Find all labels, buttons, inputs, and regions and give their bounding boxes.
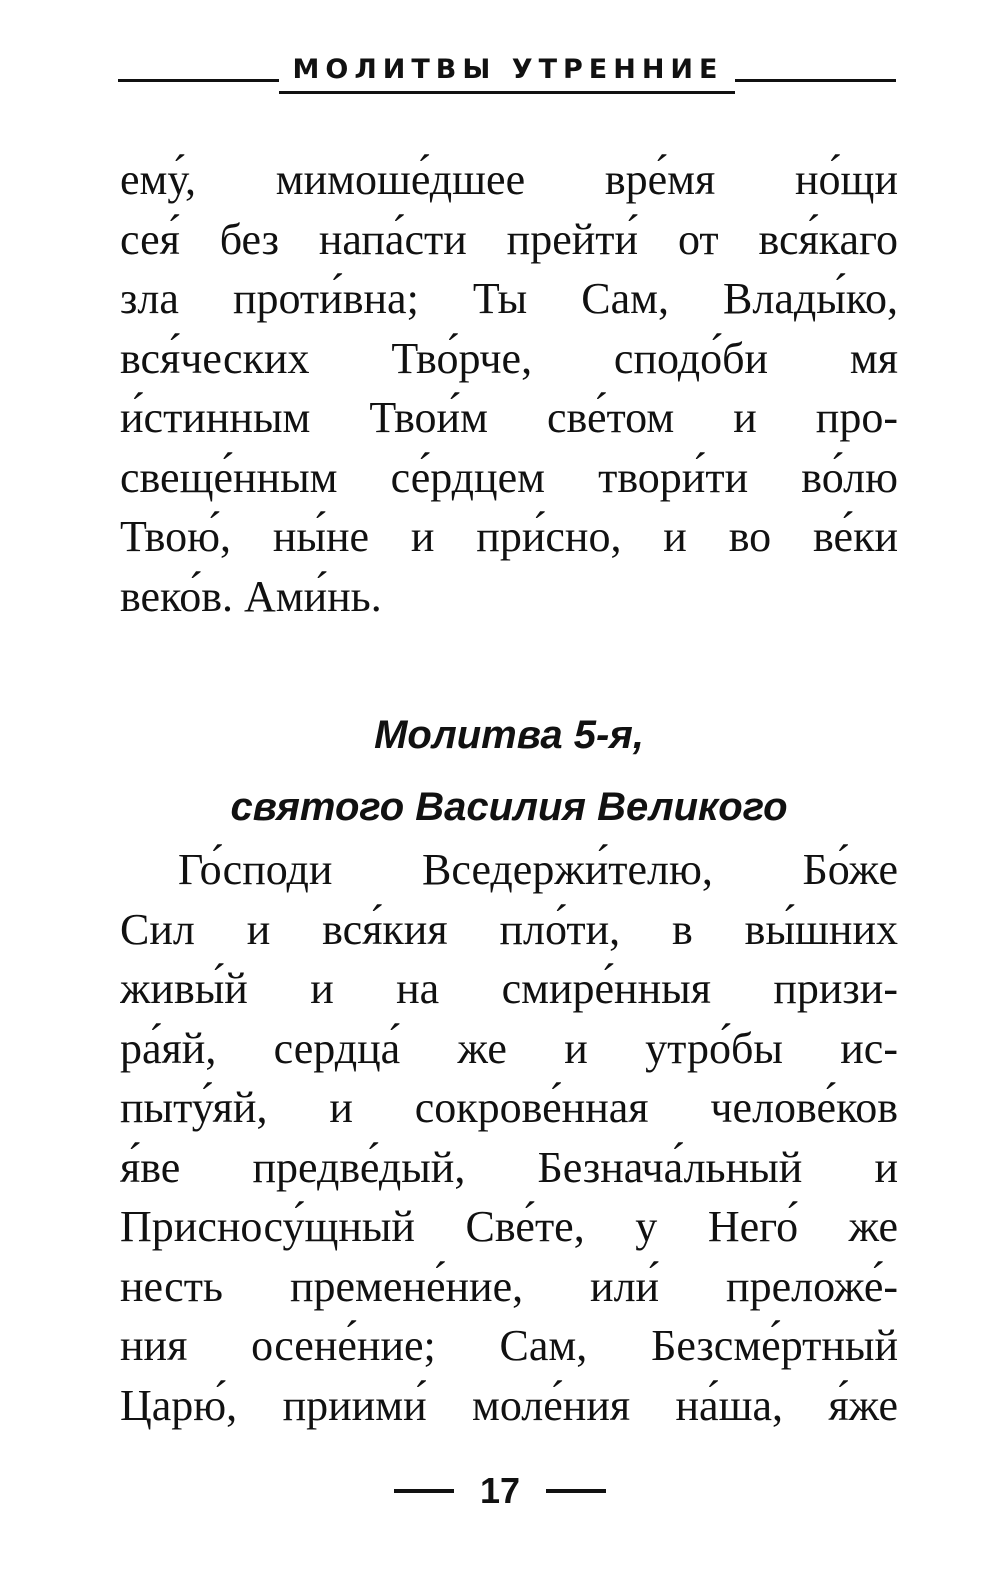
text-line: ра́яй, сердца́ же и утро́бы ис- [120,1023,898,1073]
text-line: я́ве предве́дый, Безнача́льный и [120,1142,898,1192]
text-line: несть премене́ние, или́ преложе́- [120,1261,898,1311]
footer-dash-right [546,1489,606,1493]
text-line: Го́споди Вседержи́телю, Бо́же [178,845,898,894]
prayer-heading-subtitle: святого Василия Великого [230,785,788,829]
text-line: веко́в. Ами́нь. [120,571,382,621]
prayer-5-paragraph [120,840,898,1435]
text-line: свеще́нным се́рдцем твори́ти во́лю [120,452,898,502]
prayer-4-ending-paragraph [120,150,898,626]
page-footer [0,1470,1000,1512]
prayer-heading-title: Молитва 5-я, [374,713,644,757]
running-header [118,54,896,94]
page-number: 17 [479,1470,521,1511]
text-line: Сил и вся́кия пло́ти, в вы́шних [120,904,898,954]
text-line: ему́, мимоше́дшее вре́мя но́щи [120,155,898,204]
text-line: пыту́яй, и сокрове́нная челове́ков [120,1083,898,1132]
header-rule-left [118,79,279,82]
text-line: вся́ческих Тво́рче, сподо́би мя [120,333,898,383]
text-line: зла проти́вна; Ты Сам, Влады́ко, [120,274,898,323]
running-header-title: МОЛИТВЫ УТРЕННИЕ [279,54,736,94]
footer-dash-left [394,1489,454,1493]
text-line: и́стинным Твои́м све́том и про- [120,393,898,442]
text-line: живы́й и на смире́нныя призи- [120,964,898,1013]
text-line: сея́ без напа́сти прейти́ от вся́каго [120,214,898,264]
text-line: Присносу́щный Све́те, у Него́ же [120,1202,898,1251]
text-line: Царю́, приими́ моле́ния на́ша, я́же [120,1380,898,1430]
text-line: Твою́, ны́не и при́сно, и во ве́ки [120,512,898,561]
header-rule-right [735,79,896,82]
text-line: ния осене́ние; Сам, Безсме́ртный [120,1321,898,1370]
